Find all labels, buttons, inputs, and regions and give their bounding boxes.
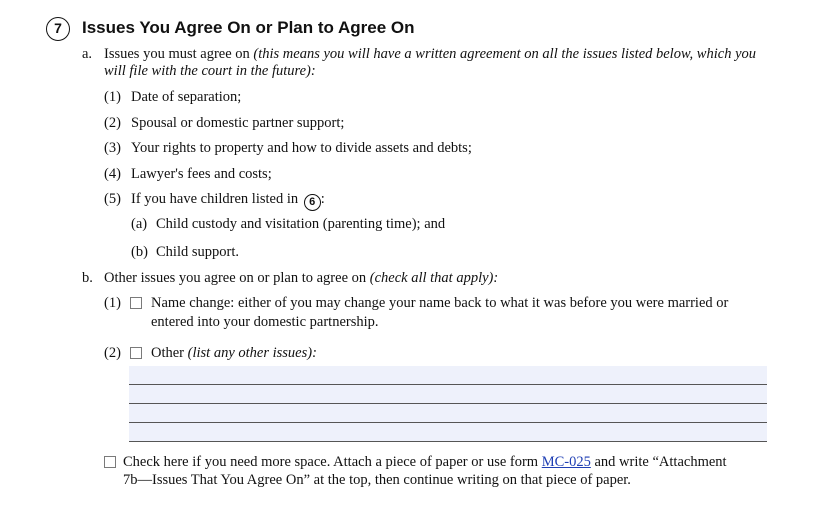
part-b-intro-italic: (check all that apply): (369, 270, 499, 286)
subitem-a-text: Child custody and visitation (parenting time); and (156, 216, 446, 232)
item-a3-num: (3) (104, 140, 121, 156)
subitem-a-num: (a) (131, 216, 148, 232)
item-b1-text-line1: Name change: either of you may change your name back to what it was before you were married or (151, 295, 729, 311)
item-a1-num: (1) (104, 89, 121, 105)
item-b1-text-line2: entered into your domestic partnership. (151, 314, 379, 330)
part-a-letter: a. (82, 46, 93, 62)
item-b1-num: (1) (104, 295, 121, 311)
item-a2-num: (2) (104, 115, 121, 131)
item-a1-text: Date of separation; (131, 89, 242, 105)
item-b2-text (151, 345, 317, 362)
part-b-intro-text: Other issues you agree on or plan to agree on (104, 270, 370, 286)
subitem-b-num: (b) (131, 244, 148, 260)
part-a-intro-line2: will file with the court in the future): (104, 63, 316, 79)
other-issues-line-1[interactable] (129, 366, 767, 385)
item-a4-num: (4) (104, 166, 121, 182)
item-a2-text: Spousal or domestic partner support; (131, 115, 345, 131)
item-a3-text: Your rights to property and how to divide assets and debts; (131, 140, 472, 156)
section-number-circle: 7 (46, 17, 70, 41)
more-space-checkbox[interactable] (104, 456, 116, 468)
subitem-b-text: Child support. (156, 244, 239, 260)
other-issues-line-3[interactable] (129, 404, 767, 423)
part-a-intro-italic: (this means you will have a written agreement on all the issues listed below, which you (253, 46, 757, 62)
part-b-intro (104, 270, 498, 287)
name-change-checkbox[interactable] (130, 297, 142, 309)
mc-025-link[interactable]: MC-025 (541, 454, 591, 470)
item-a4-text: Lawyer's fees and costs; (131, 166, 272, 182)
item-a5-text (131, 191, 325, 211)
item-a5-label: If you have children listed in (131, 191, 302, 207)
more-space-text-2: and write “Attachment (590, 454, 727, 470)
more-space-text (123, 454, 727, 471)
item-a5-num: (5) (104, 191, 121, 207)
other-issues-checkbox[interactable] (130, 347, 142, 359)
part-a-intro (104, 46, 756, 63)
item-b2-italic: (list any other issues): (187, 345, 317, 361)
part-a-intro-text: Issues you must agree on (104, 46, 254, 62)
section-ref-circle: 6 (304, 194, 321, 211)
section-title: Issues You Agree On or Plan to Agree On (82, 18, 415, 37)
other-issues-line-2[interactable] (129, 385, 767, 404)
more-space-text-line2: 7b—Issues That You Agree On” at the top, then continue writing on that piece of paper. (123, 472, 631, 488)
other-issues-line-4[interactable] (129, 423, 767, 442)
item-b2-num: (2) (104, 345, 121, 361)
more-space-text-1: Check here if you need more space. Attach a piece of paper or use form (123, 454, 542, 470)
part-b-letter: b. (82, 270, 93, 286)
item-b2-label: Other (151, 345, 188, 361)
item-a5-colon: : (320, 191, 325, 207)
